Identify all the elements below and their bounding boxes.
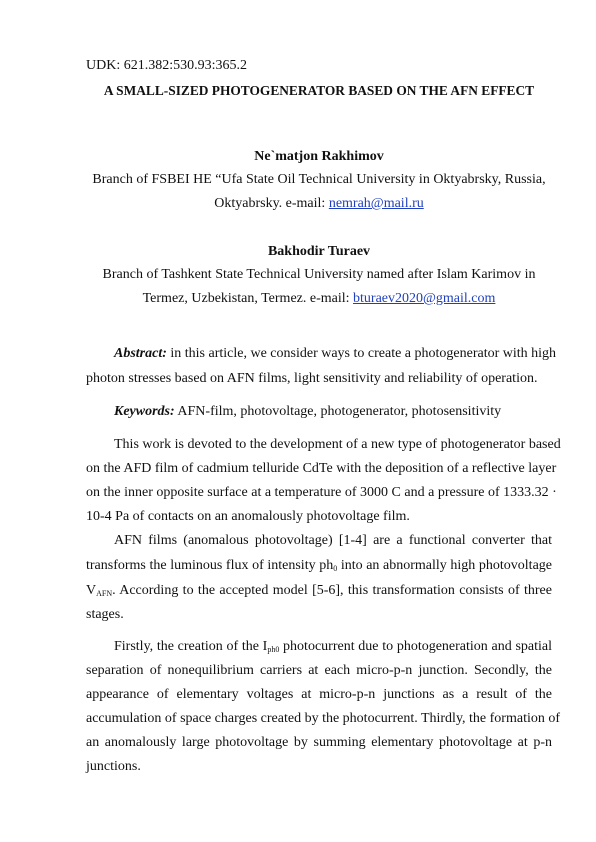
abstract-line-1 [114, 345, 557, 363]
para3-line-1-a: Firstly, the creation of the I [114, 639, 268, 654]
abstract-line-2: photon stresses based on AFN films, light sensitivity and reliability of operation. [86, 371, 538, 386]
keywords-text: AFN-film, photovoltage, photogenerator, photosensitivity [174, 404, 502, 419]
author-2-email-link[interactable]: bturaev2020@gmail.com [353, 291, 496, 306]
abstract-label: Abstract: [114, 346, 167, 361]
keywords-line [114, 403, 501, 421]
para3-line-4: accumulation of space charges created by the photocurrent. Thirdly, the formation of [86, 711, 561, 726]
author-1-contact-label: Oktyabrsky. e-mail: [214, 196, 329, 211]
para2-line-2-b: into an abnormally high photovoltage [337, 558, 552, 573]
author-2-contact-label: Termez, Uzbekistan, Termez. e-mail: [142, 291, 354, 306]
para3-line-3: appearance of elementary voltages at micro-p-n junctions as a result of the [86, 687, 552, 702]
para3-line-1-b: photocurrent due to photogeneration and spatial [279, 639, 552, 654]
author-1-email-link[interactable]: nemrah@mail.ru [328, 196, 424, 211]
para1-line-3: on the inner opposite surface at a temperature of 3000 C and a pressure of 1333.32 · [86, 485, 557, 500]
ph0-subscript: 0 [333, 564, 338, 573]
para3-line-2: separation of nonequilibrium carriers at each micro-p-n junction. Secondly, the [86, 663, 552, 678]
para1-line-2: on the AFD film of cadmium telluride CdTe with the deposition of a reflective layer [86, 461, 557, 476]
iph0-subscript: ph0 [267, 645, 280, 654]
udk-code: UDK: 621.382:530.93:365.2 [86, 58, 247, 73]
para2-line-2 [86, 557, 552, 575]
author-1-name: Ne`matjon Rakhimov [254, 149, 384, 164]
para3-line-6: junctions. [86, 759, 141, 774]
keywords-label: Keywords: [114, 404, 175, 419]
para2-line-3-b: . According to the accepted model [5-6], this transformation consists of three [112, 583, 552, 598]
paper-title: A SMALL-SIZED PHOTOGENERATOR BASED ON THE AFN EFFECT [103, 83, 535, 98]
author-1-contact [86, 195, 552, 213]
author-2-contact [86, 290, 552, 308]
para1-line-1: This work is devoted to the development of a new type of photogenerator based [114, 437, 561, 452]
para2-line-3-a: V [86, 583, 97, 598]
abstract-text-1: in this article, we consider ways to create a photogenerator with high [166, 346, 557, 361]
para2-line-4: stages. [86, 607, 124, 622]
para1-line-4: 10-4 Pa of contacts on an anomalously photovoltage film. [86, 509, 410, 524]
vafn-subscript: AFN [96, 589, 113, 598]
para2-line-1: AFN films (anomalous photovoltage) [1-4] are a functional converter that [114, 533, 552, 548]
para2-line-2-a: transforms the luminous flux of intensity ph [86, 558, 334, 573]
para3-line-5: an anomalously large photovoltage by summing elementary photovoltage at p-n [86, 735, 552, 750]
author-2-affiliation: Branch of Tashkent State Technical University named after Islam Karimov in [102, 267, 536, 282]
para3-line-1 [114, 638, 552, 656]
author-2-name: Bakhodir Turaev [267, 244, 371, 259]
author-1-affiliation: Branch of FSBEI HE “Ufa State Oil Technical University in Oktyabrsky, Russia, [92, 172, 546, 187]
para2-line-3 [86, 582, 552, 600]
